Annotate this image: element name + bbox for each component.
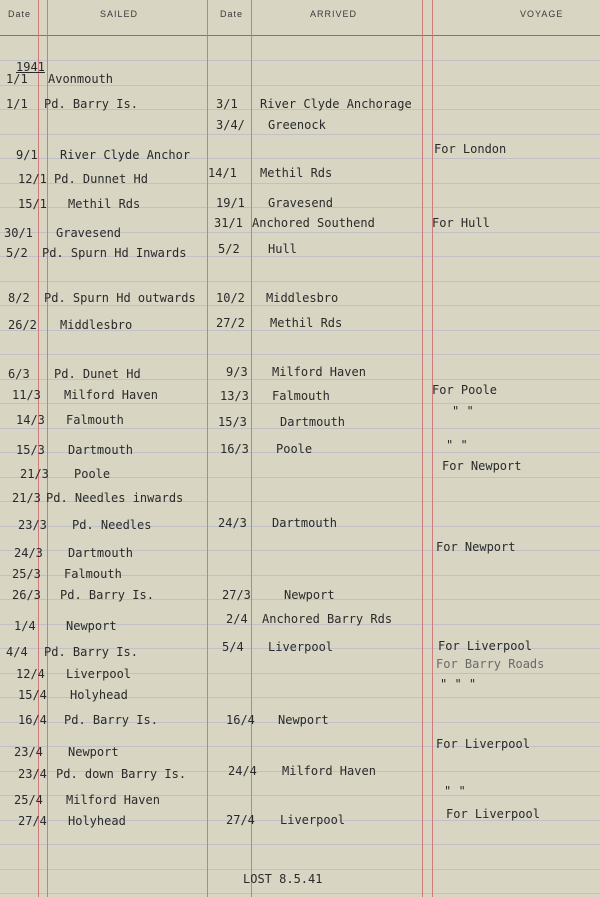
arrived-place: River Clyde Anchorage [260, 97, 412, 111]
sailed-place: Milford Haven [64, 388, 158, 402]
arrived-place: Methil Rds [260, 166, 333, 180]
sailed-place: Newport [68, 745, 119, 759]
sailed-date: 26/2 [8, 318, 37, 332]
sailed-date: 11/3 [12, 388, 41, 402]
sailed-place: Middlesbro [60, 318, 133, 332]
sailed-date: 25/4 [14, 793, 43, 807]
arrived-place: Poole [276, 442, 313, 456]
margin-rule-2 [47, 0, 48, 897]
voyage-note: For Liverpool [436, 737, 530, 751]
ruled-line [0, 354, 600, 355]
column-rule-5 [422, 0, 423, 897]
sailed-date: 23/3 [18, 518, 47, 532]
sailed-place: Avonmouth [48, 72, 114, 86]
arrived-place: Gravesend [268, 196, 334, 210]
sailed-date: 30/1 [4, 226, 33, 240]
sailed-place: Pd. Barry Is. [60, 588, 154, 602]
sailed-place: Methil Rds [68, 197, 141, 211]
sailed-date: 4/4 [6, 645, 28, 659]
sailed-date: 15/3 [16, 443, 45, 457]
sailed-place: Pd. Barry Is. [64, 713, 158, 727]
ruled-line [0, 60, 600, 61]
voyage-ditto: " " " [440, 677, 477, 691]
arrived-place: Anchored Barry Rds [262, 612, 393, 626]
sailed-place: Poole [74, 467, 111, 481]
arrived-date: 9/3 [226, 365, 248, 379]
arrived-date: 27/3 [222, 588, 251, 602]
arrived-place: Greenock [268, 118, 326, 132]
sailed-place: Newport [66, 619, 117, 633]
sailed-place: Pd. Barry Is. [44, 97, 138, 111]
sailed-date: 21/3 [20, 467, 49, 481]
header-rule [0, 35, 600, 36]
lost-note: LOST 8.5.41 [243, 872, 323, 886]
sailed-place: Milford Haven [66, 793, 160, 807]
sailed-place: Holyhead [68, 814, 126, 828]
arrived-place: Methil Rds [270, 316, 343, 330]
sailed-place: Pd. down Barry Is. [56, 767, 187, 781]
voyage-note: For Hull [432, 216, 490, 230]
header-sailed: SAILED [100, 9, 139, 19]
voyage-note: For Liverpool [446, 807, 540, 821]
ruled-line [0, 281, 600, 282]
sailed-date: 26/3 [12, 588, 41, 602]
arrived-date: 31/1 [214, 216, 243, 230]
sailed-place: Liverpool [66, 667, 132, 681]
sailed-date: 1/4 [14, 619, 36, 633]
sailed-date: 24/3 [14, 546, 43, 560]
arrived-date: 24/3 [218, 516, 247, 530]
sailed-place: Dartmouth [68, 443, 134, 457]
sailed-place: Pd. Needles inwards [46, 491, 184, 505]
column-rule-6 [432, 0, 433, 897]
arrived-place: Milford Haven [272, 365, 366, 379]
arrived-date: 16/3 [220, 442, 249, 456]
arrived-place: Hull [268, 242, 297, 256]
arrived-date: 3/4/ [216, 118, 245, 132]
arrived-date: 13/3 [220, 389, 249, 403]
arrived-place: Newport [284, 588, 335, 602]
sailed-date: 27/4 [18, 814, 47, 828]
sailed-place: Falmouth [66, 413, 124, 427]
arrived-place: Milford Haven [282, 764, 376, 778]
ruled-line [0, 134, 600, 135]
arrived-date: 27/2 [216, 316, 245, 330]
sailed-date: 21/3 [12, 491, 41, 505]
sailed-date: 15/4 [18, 688, 47, 702]
arrived-place: Anchored Southend [252, 216, 375, 230]
header-date-sailed: Date [8, 9, 32, 19]
arrived-date: 2/4 [226, 612, 248, 626]
arrived-date: 16/4 [226, 713, 255, 727]
sailed-date: 23/4 [14, 745, 43, 759]
header-date-arrived: Date [220, 9, 244, 19]
voyage-note: For Newport [442, 459, 522, 473]
header-voyage: VOYAGE [520, 9, 564, 19]
sailed-place: Pd. Dunnet Hd [54, 172, 148, 186]
arrived-date: 19/1 [216, 196, 245, 210]
arrived-date: 27/4 [226, 813, 255, 827]
arrived-place: Liverpool [268, 640, 334, 654]
voyage-note: For Liverpool [438, 639, 532, 653]
sailed-date: 1/1 [6, 72, 28, 86]
sailed-place: River Clyde Anchor [60, 148, 191, 162]
sailed-date: 1/1 [6, 97, 28, 111]
sailed-place: Pd. Barry Is. [44, 645, 138, 659]
sailed-place: Pd. Spurn Hd Inwards [42, 246, 187, 260]
arrived-place: Falmouth [272, 389, 330, 403]
ruled-line [0, 893, 600, 894]
arrived-date: 24/4 [228, 764, 257, 778]
sailed-place: Gravesend [56, 226, 122, 240]
sailed-place: Dartmouth [68, 546, 134, 560]
sailed-place: Pd. Dunet Hd [54, 367, 141, 381]
voyage-note: For London [434, 142, 507, 156]
ruled-line [0, 403, 600, 404]
sailed-date: 9/1 [16, 148, 38, 162]
sailed-date: 14/3 [16, 413, 45, 427]
column-rule-4 [251, 0, 252, 897]
arrived-date: 5/4 [222, 640, 244, 654]
sailed-place: Falmouth [64, 567, 122, 581]
arrived-date: 5/2 [218, 242, 240, 256]
header-arrived: ARRIVED [310, 9, 358, 19]
arrived-date: 14/1 [208, 166, 237, 180]
arrived-date: 3/1 [216, 97, 238, 111]
ruled-line [0, 305, 600, 306]
sailed-date: 12/1 [18, 172, 47, 186]
column-rule-3 [207, 0, 208, 897]
ruled-line [0, 869, 600, 870]
arrived-date: 10/2 [216, 291, 245, 305]
sailed-date: 25/3 [12, 567, 41, 581]
voyage-ditto: " " [446, 438, 468, 452]
ruled-line [0, 844, 600, 845]
arrived-place: Newport [278, 713, 329, 727]
sailed-date: 5/2 [6, 246, 28, 260]
voyage-note: For Poole [432, 383, 498, 397]
sailed-place: Pd. Needles [72, 518, 152, 532]
sailed-date: 23/4 [18, 767, 47, 781]
year-label: 1941 [16, 60, 45, 74]
sailed-date: 8/2 [8, 291, 30, 305]
voyage-note-struck: For Barry Roads [436, 657, 545, 671]
voyage-note: For Newport [436, 540, 516, 554]
sailed-date: 16/4 [18, 713, 47, 727]
sailed-date: 15/1 [18, 197, 47, 211]
voyage-ditto: " " [452, 404, 474, 418]
arrived-place: Dartmouth [272, 516, 338, 530]
arrived-place: Liverpool [280, 813, 346, 827]
sailed-date: 12/4 [16, 667, 45, 681]
sailed-place: Pd. Spurn Hd outwards [44, 291, 196, 305]
arrived-date: 15/3 [218, 415, 247, 429]
voyage-ditto: " " [444, 784, 466, 798]
sailed-place: Holyhead [70, 688, 128, 702]
sailed-date: 6/3 [8, 367, 30, 381]
arrived-place: Middlesbro [266, 291, 339, 305]
arrived-place: Dartmouth [280, 415, 346, 429]
